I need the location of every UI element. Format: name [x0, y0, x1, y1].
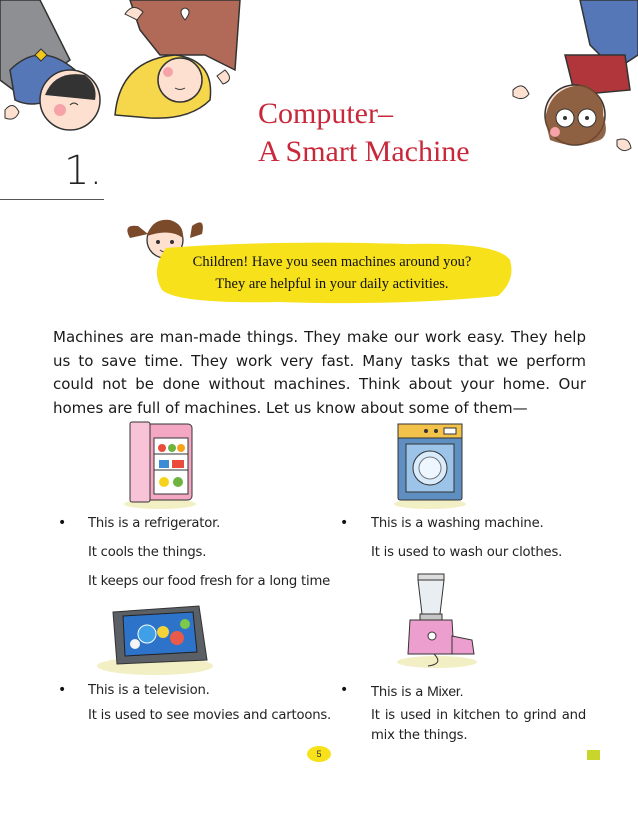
intro-line-2: They are helpful in your daily activities.: [215, 276, 449, 292]
refrigerator-desc-1: It cools the things.: [88, 545, 207, 560]
chapter-rule: [0, 199, 104, 200]
mixer-name-word: Mixer.: [427, 683, 464, 699]
bullet-refrigerator: •: [58, 515, 67, 531]
washing-machine-name: This is a washing machine.: [371, 516, 544, 531]
bullet-mixer: •: [340, 682, 349, 698]
kids-illustration-left: [0, 0, 250, 150]
mixer-desc-1: It is used in kitchen to grind and: [371, 708, 586, 723]
chapter-number: 1.: [64, 148, 103, 194]
chapter-title-line1: Computer–: [258, 97, 393, 130]
refrigerator-desc-2: It keeps our food fresh for a long time: [88, 574, 331, 589]
refrigerator-image: [120, 418, 200, 510]
television-name: This is a television.: [88, 683, 210, 698]
corner-accent-square: [587, 750, 600, 760]
mixer-desc-2: mix the things.: [371, 728, 468, 743]
mixer-name-prefix: This is a: [371, 685, 428, 700]
washing-machine-image: [390, 418, 470, 510]
bullet-washing-machine: •: [340, 515, 349, 531]
bullet-television: •: [58, 682, 67, 698]
washing-machine-desc-1: It is used to wash our clothes.: [371, 545, 563, 560]
intro-paragraph: Machines are man-made things. They make our work easy. They help us to save time. They work very fast. Many tasks that we perform could not be done without machines. Think about your home. Our homes are full of machines. Let us know about some of them—: [53, 328, 586, 417]
kid-illustration-right: [505, 0, 638, 160]
page-number: 5: [316, 749, 322, 759]
mixer-image: [392, 570, 482, 670]
chapter-title-line2: A Smart Machine: [258, 135, 470, 168]
television-image: [95, 598, 215, 676]
intro-line-1: Children! Have you seen machines around you?: [192, 254, 472, 270]
television-desc-1: It is used to see movies and cartoons.: [88, 708, 332, 723]
refrigerator-name: This is a refrigerator.: [88, 516, 221, 531]
mixer-name: [371, 683, 463, 700]
